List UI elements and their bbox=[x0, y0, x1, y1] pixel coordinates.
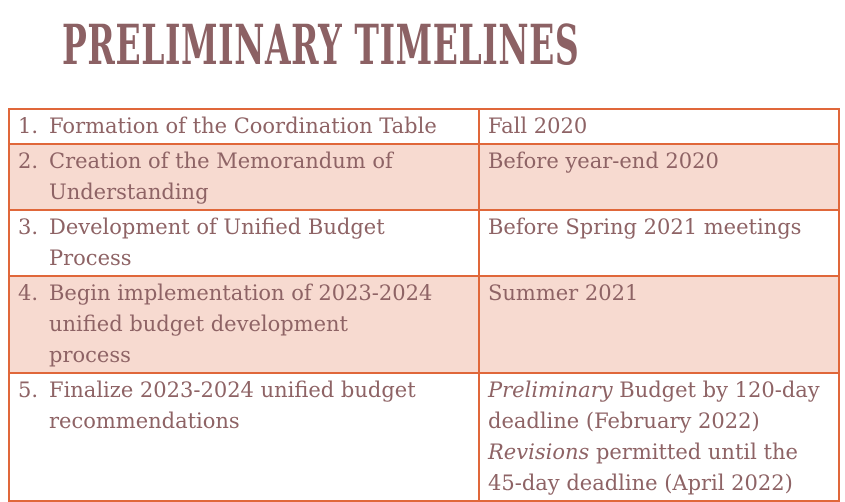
task-text: Development of Unified Budget Process bbox=[49, 215, 385, 270]
row-number: 5. bbox=[18, 378, 39, 402]
timeline-text: Summer 2021 bbox=[488, 281, 639, 305]
task-text: Finalize 2023-2024 unified budget recommendations bbox=[49, 378, 416, 433]
task-cell bbox=[9, 144, 479, 210]
table-row bbox=[9, 144, 839, 210]
row-number: 4. bbox=[18, 281, 39, 305]
timeline-cell bbox=[479, 109, 839, 144]
table-row bbox=[9, 276, 839, 373]
table-row bbox=[9, 109, 839, 144]
timeline-emphasis: Preliminary bbox=[488, 378, 613, 402]
timeline-text: Before Spring 2021 meetings bbox=[488, 215, 802, 239]
task-text: Begin implementation of 2023-2024 unified budget development process bbox=[49, 281, 433, 367]
row-number: 1. bbox=[18, 114, 39, 138]
task-cell bbox=[9, 109, 479, 144]
timeline-cell bbox=[479, 210, 839, 276]
timeline-cell bbox=[479, 276, 839, 373]
task-text: Formation of the Coordination Table bbox=[49, 114, 437, 138]
task-text: Creation of the Memorandum of Understanding bbox=[49, 149, 393, 204]
timeline-text: Fall 2020 bbox=[488, 114, 588, 138]
timeline-text: permitted until the 45-day deadline (April 2022) bbox=[488, 440, 798, 495]
task-cell bbox=[9, 373, 479, 501]
task-cell bbox=[9, 210, 479, 276]
timeline-text: Before year-end 2020 bbox=[488, 149, 719, 173]
timeline-cell bbox=[479, 373, 839, 501]
timeline-line bbox=[488, 375, 830, 437]
timeline-table bbox=[8, 108, 840, 502]
timeline-text: Budget by 120-day deadline (February 2022) bbox=[488, 378, 820, 433]
timeline-emphasis: Revisions bbox=[488, 440, 590, 464]
task-cell bbox=[9, 276, 479, 373]
table-row bbox=[9, 210, 839, 276]
table-row bbox=[9, 373, 839, 501]
timeline-line bbox=[488, 437, 830, 499]
row-number: 2. bbox=[18, 149, 39, 173]
timeline-cell bbox=[479, 144, 839, 210]
slide-title: PRELIMINARY TIMELINES bbox=[62, 12, 580, 77]
row-number: 3. bbox=[18, 215, 39, 239]
